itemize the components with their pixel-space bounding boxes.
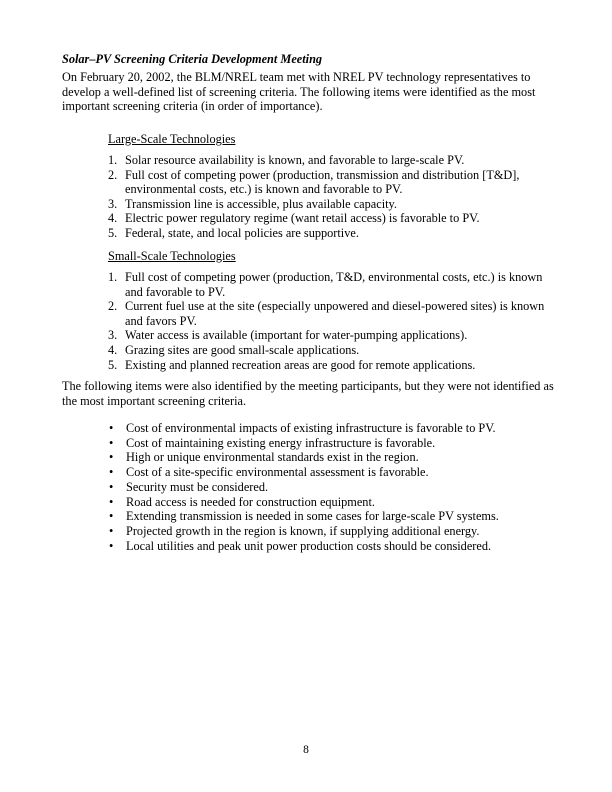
list-item-text: Full cost of competing power (production, transmission and distribution [T&D], environmental costs, etc.) is known and favorable to PV. [125,167,520,197]
secondary-paragraph: The following items were also identified by the meeting participants, but they were not identified as the most important screening criteria. [62,379,554,408]
list-number: 3. [108,196,118,211]
list-item-text: Federal, state, and local policies are supportive. [125,225,359,240]
list-item [108,343,553,358]
bullet-item [108,450,499,465]
list-item [108,197,553,212]
list-item [108,270,553,299]
bullet-item [108,465,499,480]
list-item-text: Current fuel use at the site (especially unpowered and diesel-powered sites) is known and favors PV. [125,299,545,328]
bullet-text: Projected growth in the region is known, if supplying additional energy. [126,523,480,538]
bullet-text: Security must be considered. [126,479,269,494]
bullet-icon: • [109,465,114,480]
list-item-text: Water access is available (important for water-pumping applications). [125,328,468,343]
bullet-icon: • [109,509,114,524]
bullet-item [108,509,499,524]
bullet-icon: • [109,479,114,494]
list-item [108,328,553,343]
bullet-text: Cost of environmental impacts of existing infrastructure is favorable to PV. [126,421,496,435]
bullet-icon: • [109,494,114,509]
bullet-icon: • [109,450,114,465]
bullet-text: Cost of maintaining existing energy infrastructure is favorable. [126,435,436,450]
bullet-icon: • [109,523,114,538]
list-item-text: Existing and planned recreation areas are good for remote applications. [125,357,476,372]
list-item-text: Electric power regulatory regime (want retail access) is favorable to PV. [125,211,480,226]
list-item [108,358,553,373]
bullet-item [108,421,499,436]
list-item-text: Transmission line is accessible, plus available capacity. [125,196,397,211]
bullet-text: Local utilities and peak unit power production costs should be considered. [126,538,492,553]
page-number: 8 [303,744,309,756]
bullet-text: Cost of a site-specific environmental assessment is favorable. [126,465,429,480]
list-item [108,168,553,197]
large-scale-heading: Large-Scale Technologies [108,132,236,146]
list-number: 4. [108,211,118,226]
bullet-item [108,524,499,539]
bullet-text: High or unique environmental standards exist in the region. [126,450,419,465]
list-number: 5. [108,225,118,240]
bullet-item [108,495,499,510]
list-item-text: Solar resource availability is known, and favorable to large-scale PV. [125,153,465,167]
bullet-icon: • [109,421,114,435]
bullet-item [108,480,499,495]
list-item [108,211,553,226]
bullet-text: Extending transmission is needed in some cases for large-scale PV systems. [126,509,499,524]
small-scale-heading: Small-Scale Technologies [108,249,236,263]
list-item [108,299,553,328]
list-item [108,226,553,241]
bullet-icon: • [109,435,114,450]
list-number: 1. [108,153,118,167]
list-item-text: Grazing sites are good small-scale applications. [125,342,360,357]
list-item [108,153,553,168]
bullet-text: Road access is needed for construction equipment. [126,494,375,509]
small-scale-list [108,270,553,372]
intro-paragraph: On February 20, 2002, the BLM/NREL team met with NREL PV technology representatives to develop a well-defined list of screening criteria. The following items were identified as the most important screening criteria (in order of importance). [62,70,536,114]
list-number: 2. [108,167,118,182]
list-item-text: Full cost of competing power (production, T&D, environmental costs, etc.) is known and favorable to PV. [125,270,543,299]
bullet-icon: • [109,538,114,553]
list-number: 3. [108,328,118,343]
bullet-item [108,539,499,554]
large-scale-list [108,153,553,241]
list-number: 1. [108,270,118,284]
section-title: Solar–PV Screening Criteria Development Meeting [62,52,323,66]
list-number: 4. [108,342,118,357]
list-number: 5. [108,357,118,372]
bullet-item [108,436,499,451]
secondary-criteria-list [108,421,499,553]
list-number: 2. [108,299,118,314]
